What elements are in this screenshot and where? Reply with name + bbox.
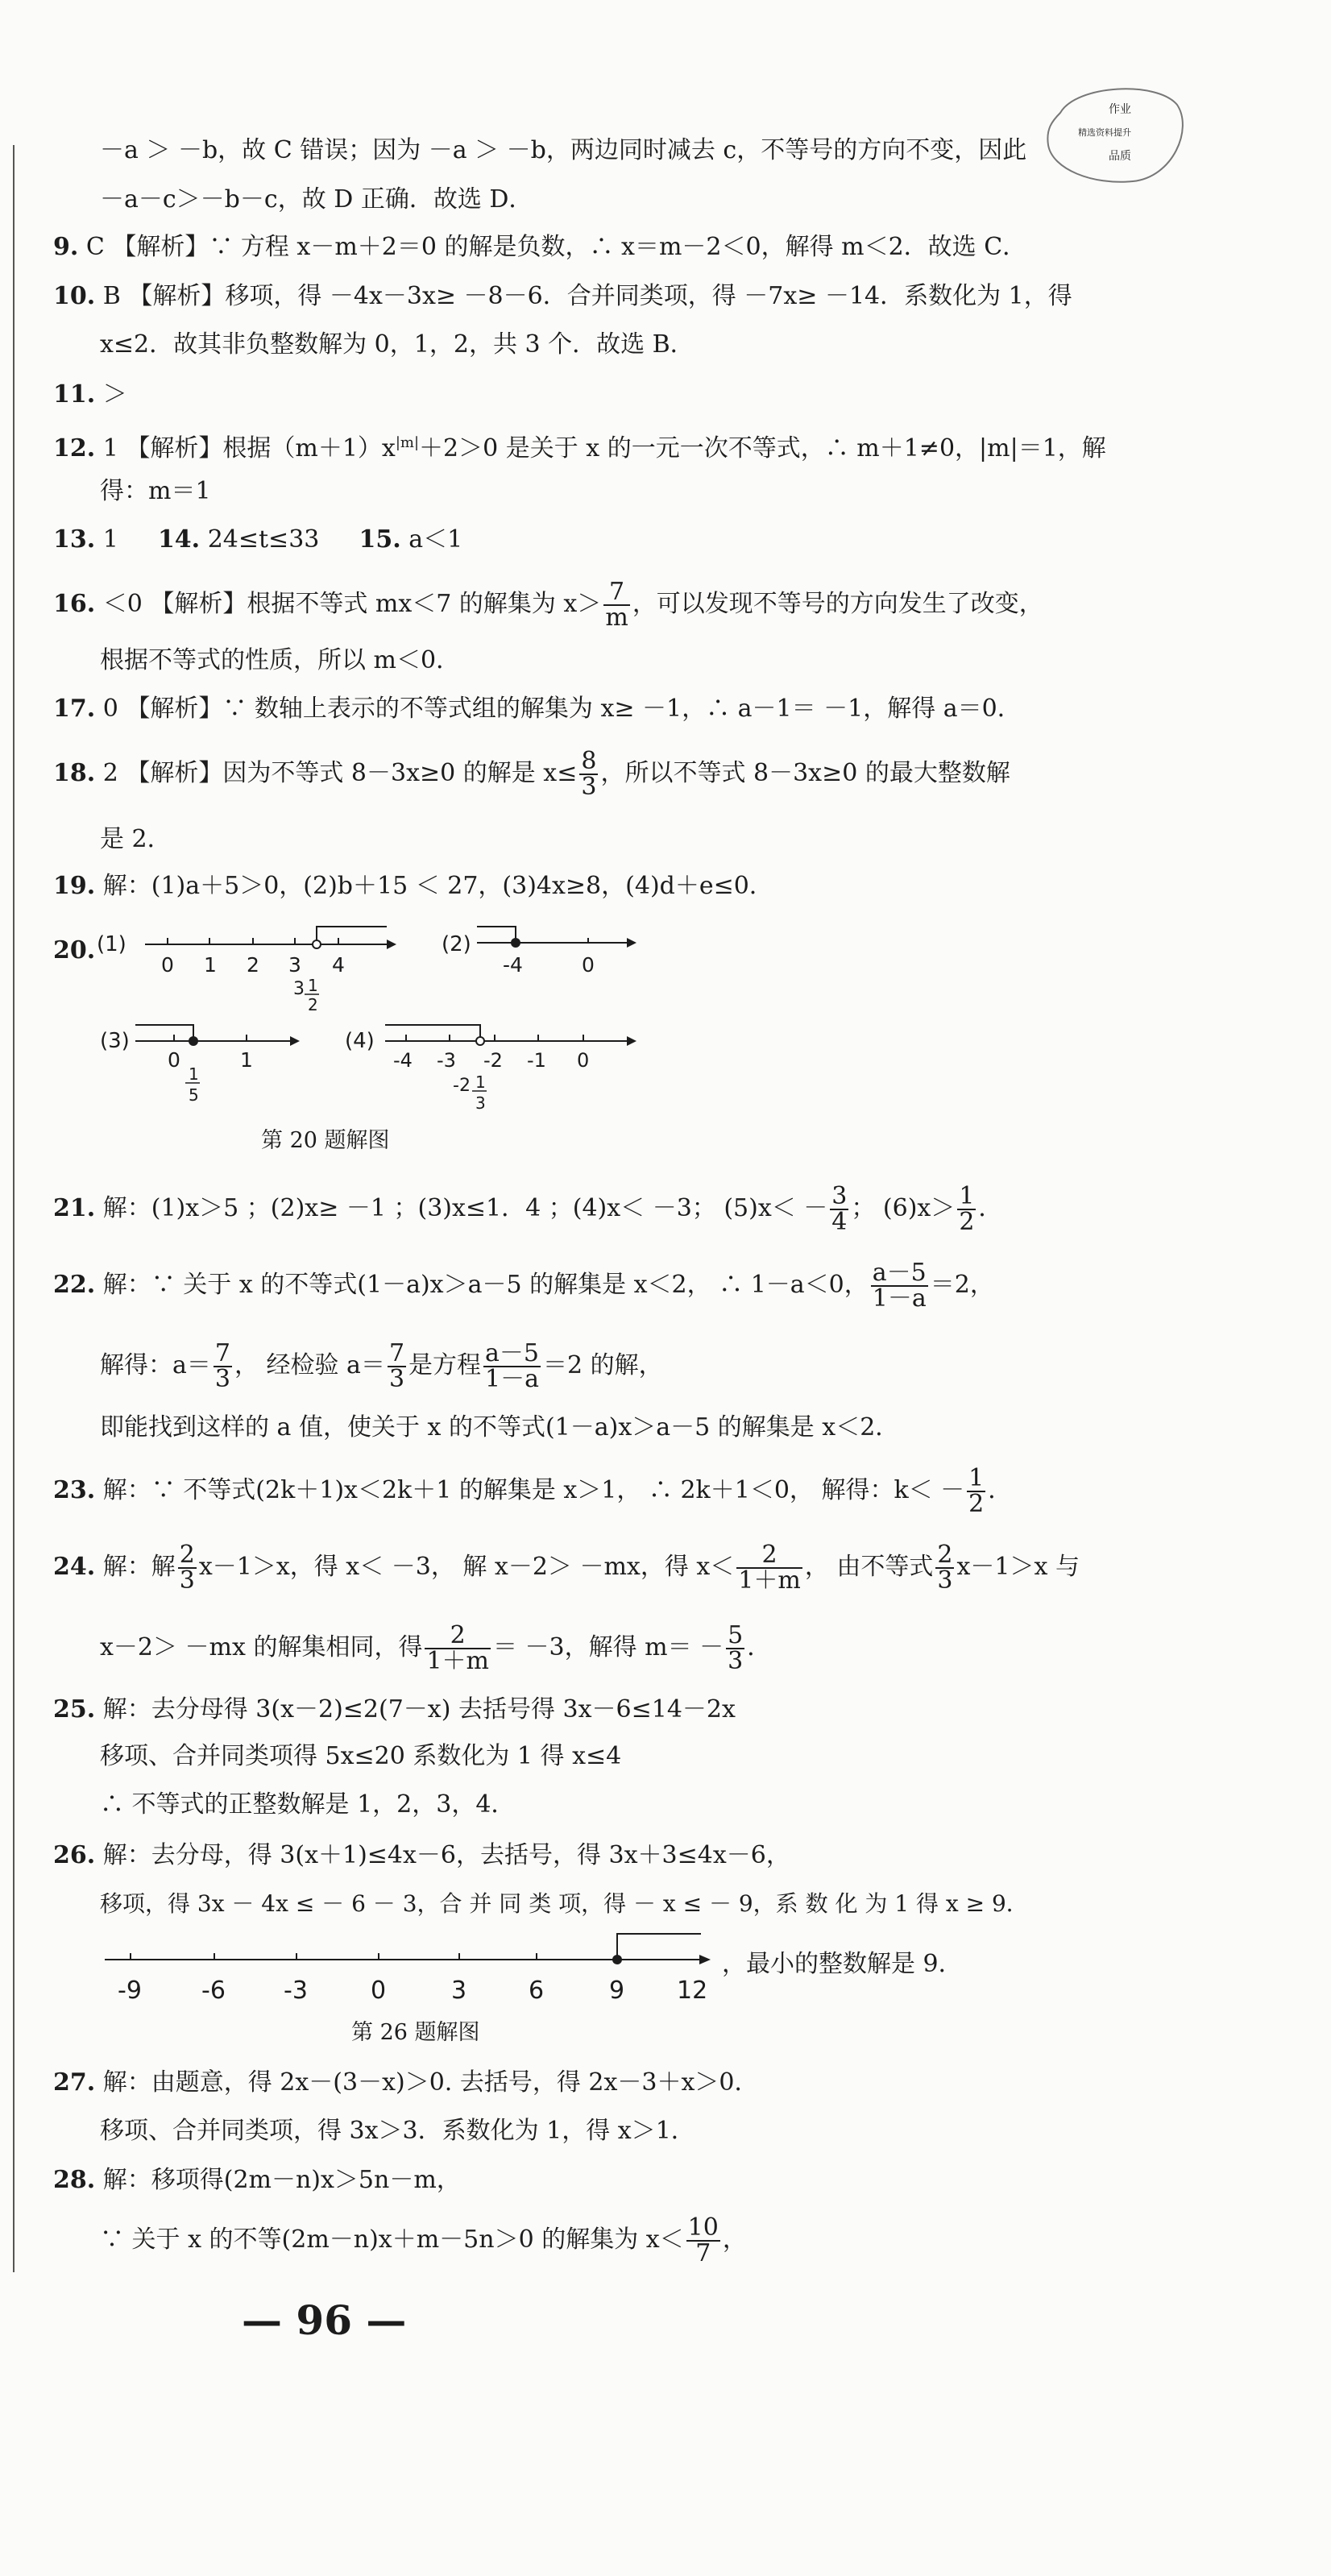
tick-label: 4 [332, 953, 345, 977]
answer-text: x－2＞ －mx 的解集相同，得 [100, 1633, 423, 1661]
q-number: 15. [359, 525, 401, 554]
stamp-text-3: 品质 [1109, 150, 1131, 163]
answer-text: x－1＞x，得 x＜ －3， 解 x－2＞ －mx，得 x＜ [198, 1553, 735, 1581]
tick-label: -3 [437, 1049, 456, 1072]
answer-10 [53, 280, 1072, 313]
cont-line-1: －a ＞ －b，故 C 错误；因为 －a ＞ －b，两边同时减去 c，不等号的方向不变，因此 [100, 136, 1027, 164]
answer-text: ． [978, 1194, 1003, 1222]
answer-18-cont: 是 2． [100, 825, 172, 853]
open-point [476, 1037, 484, 1045]
answer-text: 解：∵ 关于 x 的不等式(1－a)x＞a－5 的解集是 x＜2， ∴ 1－a＜0， [102, 1271, 869, 1299]
answer-28-cont [100, 2213, 747, 2267]
tick-label: 2 [247, 953, 259, 977]
number-line-1 [97, 927, 403, 1015]
mark-label: 3 [293, 979, 305, 999]
mark-frac-den: 2 [308, 995, 318, 1014]
answer-text: ∵ 关于 x 的不等(2m－n)x＋m－5n＞0 的解集为 x＜ [100, 2225, 684, 2254]
fraction: $\frac{2}{1+m}$ [738, 1541, 801, 1595]
answer-25-cont-2: ∴ 不等式的正整数解是 1，2，3，4． [100, 1790, 516, 1819]
q-number: 16. [53, 590, 96, 618]
tick-marks [131, 1953, 617, 1960]
answer-text: ＝ －3，解得 m＝ － [493, 1633, 724, 1661]
tick-label: 6 [529, 1977, 545, 2005]
answer-text: ． [988, 1476, 1013, 1504]
number-line-3 [100, 1023, 309, 1112]
cont-line-2: －a－c＞－b－c，故 D 正确．故选 D． [100, 185, 533, 214]
fraction: $\frac{8}{3}$ [581, 747, 597, 801]
answer-text: B 【解析】移项，得 －4x－3x≥ －8－6．合并同类项，得 －7x≥ －14．系数化为 1，得 [102, 282, 1072, 310]
answer-text: 是方程 [408, 1351, 482, 1379]
stamp-seal [1044, 81, 1189, 185]
answer-17 [53, 693, 1022, 725]
tick-label: -9 [118, 1977, 142, 2005]
answer-19 [53, 870, 773, 902]
fraction: $\frac{1}{2}$ [968, 1464, 985, 1518]
solution-ray [385, 1025, 480, 1041]
answer-13-15 [53, 524, 462, 556]
tick-label: 3 [451, 1977, 467, 2005]
page-number: — 96 — [242, 2296, 407, 2344]
answer-text: a＜1 [408, 525, 463, 554]
answer-text: 解：(1)a＋5＞0，(2)b＋15 ＜ 27，(3)4x≥8，(4)d＋e≤0． [102, 872, 773, 900]
q-number: 22. [53, 1271, 96, 1299]
number-line-26 [97, 1930, 725, 2010]
answer-24-cont [100, 1621, 772, 1675]
fraction: $\frac{a-5}{1-a}$ [485, 1339, 540, 1393]
tick-label: -2 [483, 1049, 503, 1072]
fraction: $\frac{2}{3}$ [937, 1541, 953, 1595]
left-margin-rule [13, 145, 15, 2272]
answer-text: 解：解 [102, 1553, 176, 1581]
stamp-text-1: 作业 [1109, 103, 1131, 116]
closed-point [612, 1955, 622, 1964]
solution-ray [317, 927, 387, 944]
closed-point [511, 938, 520, 948]
figure-caption-26: 第 26 题解图 [351, 2020, 480, 2045]
answer-22 [53, 1261, 994, 1311]
answer-25 [53, 1694, 736, 1726]
answer-text: ， 经检验 a＝ [234, 1351, 385, 1379]
answer-text: 24≤t≤33 [207, 525, 320, 554]
tick-label: 9 [609, 1977, 625, 2005]
tick-label: 0 [582, 953, 595, 977]
tick-label: 1 [240, 1048, 253, 1072]
fraction: $\frac{5}{3}$ [728, 1621, 744, 1675]
answer-text: ＋2＞0 是关于 x 的一元一次不等式，∴ m＋1≠0，|m|＝1，解 [419, 434, 1106, 463]
exponent: |m| [395, 434, 420, 451]
answer-text: ，所以不等式 8－3x≥0 的最大整数解 [600, 759, 1010, 787]
number-line-2 [442, 925, 651, 981]
mark-frac-den: 3 [475, 1093, 486, 1113]
answer-text: ； (6)x＞ [851, 1194, 956, 1222]
answer-text: ＝2 的解， [543, 1351, 663, 1379]
q-number: 10. [53, 282, 96, 310]
tick-label: -4 [393, 1049, 413, 1072]
answer-text: x－1＞x 与 [956, 1553, 1080, 1581]
answer-text: C 【解析】∵ 方程 x－m＋2＝0 的解是负数，∴ x＝m－2＜0，解得 m＜2．故选 C． [85, 233, 1027, 261]
answer-text: 1 【解析】根据（m＋1）x [102, 434, 396, 463]
mark-label: -2 [453, 1076, 471, 1096]
answer-22-cont-2: 即能找到这样的 a 值，使关于 x 的不等式(1－a)x＞a－5 的解集是 x＜2． [100, 1413, 900, 1441]
answer-25-cont-1: 移项、合并同类项得 5x≤20 系数化为 1 得 x≤4 [100, 1742, 622, 1770]
number-line-label: (2) [442, 932, 471, 956]
q-number: 23. [53, 1476, 96, 1504]
q-number: 28. [53, 2166, 96, 2194]
answer-12 [53, 427, 1106, 465]
q-number: 18. [53, 759, 96, 787]
tick-label: 0 [161, 953, 174, 977]
stamp-text-2: 精选资料提升 [1078, 127, 1131, 138]
answer-text: 1 [102, 525, 118, 554]
answer-text: ． [747, 1633, 772, 1661]
q-number: 14. [157, 525, 201, 554]
answer-text: 解：由题意，得 2x－(3－x)＞0. 去括号，得 2x－3＋x＞0． [102, 2068, 759, 2097]
answer-text: ， 由不等式 [804, 1553, 934, 1581]
number-line-4 [345, 1022, 651, 1118]
q-number: 12. [53, 434, 96, 463]
answer-24 [53, 1543, 1080, 1593]
answer-18 [53, 749, 1010, 799]
q-number: 26. [53, 1841, 96, 1869]
fraction: $\frac{3}{4}$ [831, 1182, 848, 1236]
answer-20-number [53, 935, 95, 967]
number-line-label: (4) [345, 1029, 375, 1053]
q-number: 20. [53, 936, 96, 964]
answer-12-cont: 得：m＝1 [100, 477, 211, 505]
answer-text: 解：去分母，得 3(x＋1)≤4x－6，去括号，得 3x＋3≤4x－6， [102, 1841, 790, 1869]
mark-frac-num: 1 [308, 976, 318, 995]
answer-16 [53, 580, 1043, 630]
q-number: 11. [53, 380, 96, 409]
answer-23 [53, 1466, 1012, 1516]
tick-label: -4 [503, 953, 523, 977]
q-number: 17. [53, 695, 96, 723]
q-number: 13. [53, 525, 96, 554]
answer-text: 解得：a＝ [100, 1351, 211, 1379]
fraction: $\frac{2}{1+m}$ [426, 1621, 489, 1675]
fraction: $\frac{7}{3}$ [388, 1339, 405, 1393]
q-number: 25. [53, 1695, 96, 1724]
answer-22-cont-1 [100, 1339, 663, 1393]
answer-text: ＜0 【解析】根据不等式 mx＜7 的解集为 x＞ [102, 590, 602, 618]
answer-text: 解：移项得(2m－n)x＞5n－m， [102, 2166, 461, 2194]
answer-21 [53, 1184, 1002, 1234]
answer-26-result: ，最小的整数解是 9． [722, 1950, 963, 1978]
figure-caption-20: 第 20 题解图 [261, 1128, 390, 1153]
answer-16-cont: 根据不等式的性质，所以 m＜0． [100, 646, 461, 674]
answer-text: ，可以发现不等号的方向发生了改变， [632, 590, 1043, 618]
answer-9 [53, 231, 1026, 263]
answer-text: ＞ [102, 380, 127, 409]
solution-ray [135, 1025, 193, 1041]
solution-ray [617, 1934, 701, 1960]
answer-text: ， [722, 2225, 747, 2254]
answer-26 [53, 1840, 790, 1872]
answer-text: 解：(1)x＞5 ；(2)x≥ －1 ；(3)x≤1．4 ；(4)x＜ －3； (5)x＜ － [102, 1194, 828, 1222]
tick-label: 12 [677, 1977, 708, 2005]
tick-label: -3 [284, 1977, 308, 2005]
answer-text: ＝2， [930, 1271, 994, 1299]
answer-text: 0 【解析】∵ 数轴上表示的不等式组的解集为 x≥ －1，∴ a－1＝ －1，解得 a＝0． [102, 695, 1022, 723]
tick-label: 1 [204, 953, 217, 977]
fraction: $\frac{a-5}{1-a}$ [872, 1259, 927, 1313]
number-line-label: (1) [97, 932, 126, 956]
open-point [313, 940, 321, 948]
answer-27-cont: 移项、合并同类项，得 3x＞3．系数化为 1，得 x＞1． [100, 2117, 695, 2145]
answer-text: 2 【解析】因为不等式 8－3x≥0 的解是 x≤ [102, 759, 578, 787]
tick-label: 0 [168, 1048, 180, 1072]
answer-text: 解：∵ 不等式(2k＋1)x＜2k＋1 的解集是 x＞1， ∴ 2k＋1＜0， 解得：k＜ － [102, 1476, 965, 1504]
closed-point [189, 1036, 198, 1046]
answer-26-cont: 移项，得 3x － 4x ≤ － 6 － 3，合 并 同 类 项，得 － x ≤ － 9，系 数 化 为 1 得 x ≥ 9． [100, 1890, 1029, 1917]
answer-28 [53, 2164, 461, 2196]
q-number: 19. [53, 872, 96, 900]
tick-label: 0 [577, 1049, 590, 1072]
fraction: $\frac{7}{3}$ [214, 1339, 230, 1393]
q-number: 9. [53, 233, 79, 261]
answer-text: 解：去分母得 3(x－2)≤2(7－x) 去括号得 3x－6≤14－2x [102, 1695, 736, 1724]
q-number: 27. [53, 2068, 96, 2097]
q-number: 21. [53, 1194, 96, 1222]
answer-27 [53, 2067, 759, 2099]
number-line-label: (3) [100, 1029, 130, 1053]
fraction: $\frac{7}{m}$ [605, 578, 628, 632]
fraction: $\frac{2}{3}$ [179, 1541, 195, 1595]
fraction: $\frac{10}{7}$ [687, 2213, 719, 2267]
answer-11 [53, 379, 127, 411]
mark-frac-den: 5 [189, 1085, 199, 1105]
mark-frac-num: 1 [475, 1072, 486, 1092]
solution-ray [477, 927, 516, 943]
mark-frac-num: 1 [189, 1064, 199, 1084]
tick-label: 3 [288, 953, 301, 977]
tick-label: -1 [527, 1049, 546, 1072]
answer-10-cont: x≤2．故其非负整数解为 0，1，2，共 3 个．故选 B． [100, 330, 695, 359]
tick-label: -6 [201, 1977, 226, 2005]
fraction: $\frac{1}{2}$ [959, 1182, 975, 1236]
tick-label: 0 [371, 1977, 387, 2005]
q-number: 24. [53, 1553, 96, 1581]
